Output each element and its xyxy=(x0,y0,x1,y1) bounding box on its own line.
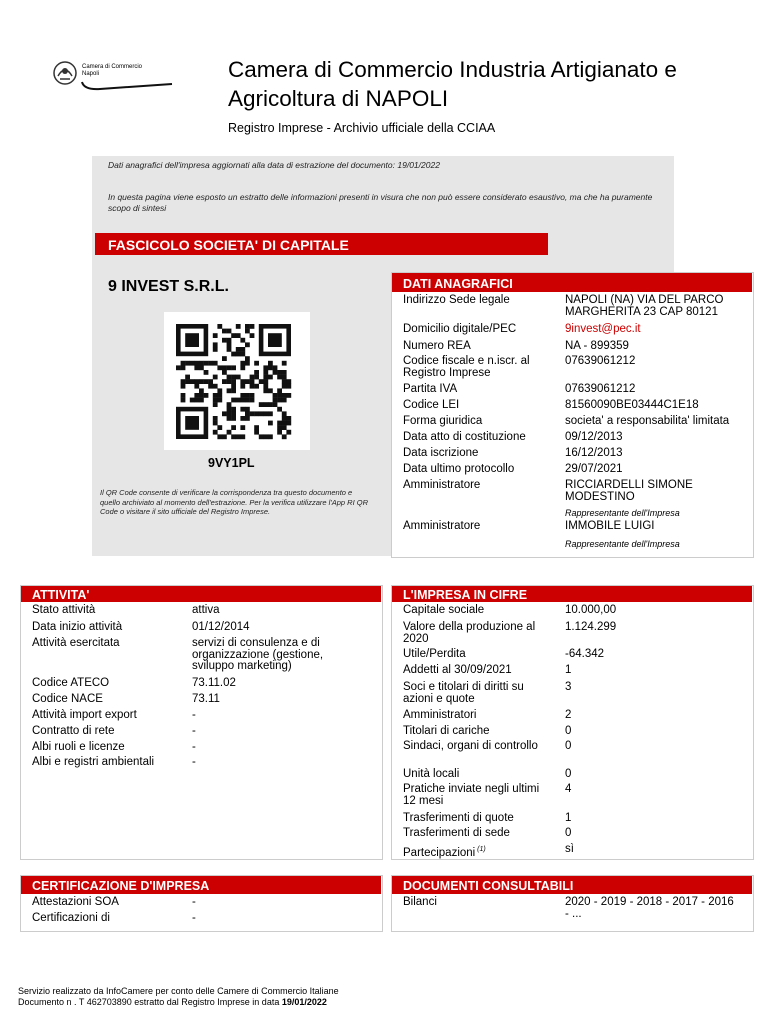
field-value: 01/12/2014 xyxy=(192,621,250,633)
field-value: 0 xyxy=(565,827,572,839)
field-label: Albi ruoli e licenze xyxy=(32,741,125,753)
field-label: Amministratori xyxy=(403,709,477,721)
field-label: Attività import export xyxy=(32,709,137,721)
field-label: Utile/Perdita xyxy=(403,648,466,660)
field-value: - xyxy=(192,725,196,737)
company-name: 9 INVEST S.R.L. xyxy=(108,278,229,295)
pec-email-link[interactable]: 9invest@pec.it xyxy=(565,323,641,335)
field-value: 2020 - 2019 - 2018 - 2017 - 2016 - ... xyxy=(565,896,734,920)
field-label: Trasferimenti di sede xyxy=(403,827,510,839)
field-label: Attività esercitata xyxy=(32,637,120,649)
field-value: 0 xyxy=(565,725,572,737)
field-value: 3 xyxy=(565,681,572,693)
qr-code-icon xyxy=(164,312,310,450)
field-label: Data inizio attività xyxy=(32,621,123,633)
qr-code xyxy=(164,312,310,450)
field-value: 1 xyxy=(565,664,572,676)
field-label: Amministratore xyxy=(403,479,481,491)
field-value: 1.124.299 xyxy=(565,621,617,633)
field-value: 1 xyxy=(565,812,572,824)
field-value: - xyxy=(192,912,196,924)
field-label: Forma giuridica xyxy=(403,415,483,427)
field-label: Codice fiscale e n.iscr. al Registro Imprese xyxy=(403,355,530,379)
certificazione-heading: CERTIFICAZIONE D'IMPRESA xyxy=(21,876,381,894)
field-label: Partita IVA xyxy=(403,383,458,395)
field-value: 07639061212 xyxy=(565,355,636,367)
field-value: servizi di consulenza e di organizzazione (gestione, sviluppo marketing) xyxy=(192,637,324,672)
field-value: 4 xyxy=(565,783,572,795)
field-value: IMMOBILE LUIGI xyxy=(565,520,655,532)
disclaimer-note: In questa pagina viene esposto un estratto delle informazioni presenti in visura che non può essere considerato esaustivo, ma che ha puramente scopo di sintesi xyxy=(108,192,653,213)
field-label: Indirizzo Sede legale xyxy=(403,294,510,306)
field-value: 16/12/2013 xyxy=(565,447,623,459)
field-value: societa' a responsabilita' limitata xyxy=(565,415,730,427)
field-value: 73.11.02 xyxy=(192,677,236,689)
logo-line1: Camera di Commercio xyxy=(82,64,143,70)
logo-swoosh xyxy=(80,78,175,92)
field-label: Contratto di rete xyxy=(32,725,115,737)
field-label: Certificazioni di xyxy=(32,912,110,924)
field-value: RICCIARDELLI SIMONE MODESTINO xyxy=(565,479,693,503)
field-label: Titolari di cariche xyxy=(403,725,490,737)
field-label: Data ultimo protocollo xyxy=(403,463,515,475)
chamber-emblem-icon xyxy=(52,60,78,86)
documenti-heading: DOCUMENTI CONSULTABILI xyxy=(392,876,752,894)
field-value: 10.000,00 xyxy=(565,604,617,616)
field-value: 0 xyxy=(565,740,572,752)
role-label: Rappresentante dell'Impresa xyxy=(565,508,680,518)
qr-code-label: 9VY1PL xyxy=(208,456,255,470)
field-label: Addetti al 30/09/2021 xyxy=(403,664,512,676)
field-label: Bilanci xyxy=(403,896,437,908)
field-value: 73.11 xyxy=(192,693,220,705)
footnote-marker: (1) xyxy=(475,846,486,853)
page-title: Camera di Commercio Industria Artigianato e Agricoltura di NAPOLI xyxy=(228,57,677,111)
field-value: 81560090BE03444C1E18 xyxy=(565,399,699,411)
field-label: Capitale sociale xyxy=(403,604,485,616)
field-value: 2 xyxy=(565,709,572,721)
logo-line2: Napoli xyxy=(82,71,100,77)
cifre-heading: L'IMPRESA IN CIFRE xyxy=(392,586,752,602)
chamber-logo xyxy=(52,58,172,92)
field-label: Amministratore xyxy=(403,520,481,532)
field-label: Codice LEI xyxy=(403,399,460,411)
field-label: Data iscrizione xyxy=(403,447,479,459)
update-note: Dati anagrafici dell'impresa aggiornati alla data di estrazione del documento: 19/01/2022 xyxy=(108,160,440,170)
footer xyxy=(18,986,339,1008)
attivita-heading: ATTIVITA' xyxy=(21,586,381,602)
field-value: - xyxy=(192,741,196,753)
field-label: Trasferimenti di quote xyxy=(403,812,514,824)
field-label: Numero REA xyxy=(403,340,471,352)
anagrafici-heading: DATI ANAGRAFICI xyxy=(392,273,752,292)
field-value: attiva xyxy=(192,604,220,616)
footer-line2: Documento n . T 462703890 estratto dal Registro Imprese in data xyxy=(18,997,282,1007)
field-label: Stato attività xyxy=(32,604,96,616)
field-label: Codice NACE xyxy=(32,693,103,705)
field-label: Pratiche inviate negli ultimi 12 mesi xyxy=(403,783,540,807)
field-value: 09/12/2013 xyxy=(565,431,623,443)
fascicolo-heading: FASCICOLO SOCIETA' DI CAPITALE xyxy=(95,233,548,255)
field-label: Soci e titolari di diritti su azioni e quote xyxy=(403,681,524,705)
field-label: Partecipazioni $^{(1)}$ xyxy=(403,846,486,859)
role-label: Rappresentante dell'Impresa xyxy=(565,539,680,549)
field-value: 0 xyxy=(565,768,572,780)
field-value: sì xyxy=(565,843,574,855)
field-value: NA - 899359 xyxy=(565,340,629,352)
field-label: Albi e registri ambientali xyxy=(32,756,155,768)
qr-note: Il QR Code consente di verificare la corrispondenza tra questo documento e quello archiviato al momento dell'estrazione. Per la verifica utilizzare l'App RI QR Code o visitare il sito ufficiale del Registro Imprese. xyxy=(100,488,368,516)
field-value: - xyxy=(192,896,196,908)
field-value: NAPOLI (NA) VIA DEL PARCO MARGHERITA 23 CAP 80121 xyxy=(565,294,724,318)
footer-date: 19/01/2022 xyxy=(281,997,327,1007)
field-label: Data atto di costituzione xyxy=(403,431,526,443)
field-value: - xyxy=(192,756,196,768)
field-label: Sindaci, organi di controllo xyxy=(403,740,538,752)
field-label: Attestazioni SOA xyxy=(32,896,119,908)
footer-line1: Servizio realizzato da InfoCamere per conto delle Camere di Commercio Italiane xyxy=(18,986,339,996)
field-value: 29/07/2021 xyxy=(565,463,623,475)
field-label: Valore della produzione al 2020 xyxy=(403,621,536,645)
field-label: Codice ATECO xyxy=(32,677,110,689)
field-value: 07639061212 xyxy=(565,383,636,395)
field-label: Unità locali xyxy=(403,768,460,780)
field-value: - xyxy=(192,709,196,721)
field-label: Domicilio digitale/PEC xyxy=(403,323,517,335)
page-subtitle: Registro Imprese - Archivio ufficiale della CCIAA xyxy=(228,121,496,135)
field-value: -64.342 xyxy=(565,648,605,660)
